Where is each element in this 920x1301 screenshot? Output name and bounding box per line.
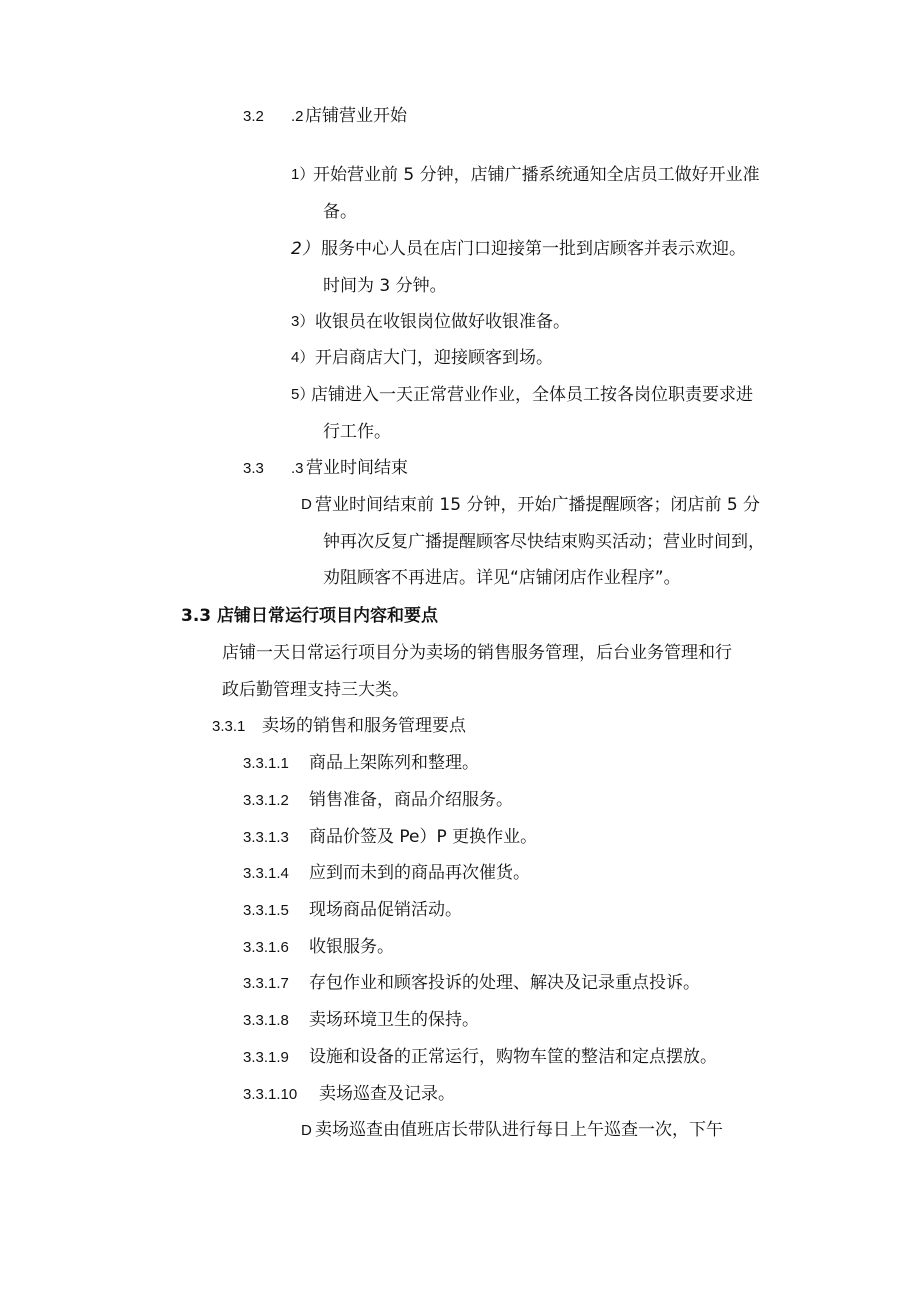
list-marker: D [301,1122,312,1139]
item-number: 3.3.1.2 [243,792,289,809]
item-text: 存包作业和顾客投诉的处理、解决及记录重点投诉。 [309,973,700,993]
item-text: 设施和设备的正常运行，购物车筐的整洁和定点摆放。 [309,1047,717,1067]
section-3-2-3-title: 营业时间结束 [306,458,408,478]
item-number: 3.3.1.8 [243,1012,289,1029]
list-item-text: 收银员在收银岗位做好收银准备。 [315,312,570,332]
section-heading: 3.3 店铺日常运行项目内容和要点 [181,606,439,626]
item-number: 3.3.1.7 [243,975,289,992]
paragraph-line: 钟再次反复广播提醒顾客尽快结束购买活动；营业时间到， [323,532,765,552]
list-marker: 4） [291,349,315,366]
list-marker: 2） [291,239,319,259]
subsection-number: 3.3.1 [212,718,246,735]
paragraph-line: 劝阻顾客不再进店。详见“店铺闭店作业程序”。 [323,568,681,588]
list-item-text: 店铺进入一天正常营业作业，全体员工按各岗位职责要求进 [311,385,753,405]
section-3-2-2-subnumber: .2 [291,108,304,125]
item-number: 3.3.1.5 [243,902,289,919]
intro-paragraph-line: 政后勤管理支持三大类。 [222,680,409,700]
subsection-title: 卖场的销售和服务管理要点 [262,716,466,736]
list-item-text: 服务中心人员在店门口迎接第一批到店顾客并表示欢迎。 [321,239,746,259]
list-marker: 1） [291,166,315,183]
paragraph-line: 营业时间结束前 15 分钟，开始广播提醒顾客；闭店前 5 分 [315,495,761,515]
list-item-text-continued: 行工作。 [323,422,391,442]
item-number: 3.3.1.6 [243,939,289,956]
item-number: 3.3.1.3 [243,829,289,846]
list-item-text: 开始营业前 5 分钟，店铺广播系统通知全店员工做好开业准 [313,165,760,185]
list-marker: 3） [291,313,315,330]
paragraph-line: 卖场巡查由值班店长带队进行每日上午巡查一次，下午 [315,1120,723,1140]
item-text: 卖场巡查及记录。 [319,1084,455,1104]
item-text: 商品上架陈列和整理。 [309,753,479,773]
item-number: 3.3.1.10 [243,1086,298,1103]
list-item-text-continued: 时间为 3 分钟。 [323,276,447,296]
item-text: 卖场环境卫生的保持。 [309,1010,479,1030]
item-text: 销售准备，商品介绍服务。 [309,790,513,810]
list-marker: 5） [291,386,315,403]
list-item-text: 开启商店大门，迎接顾客到场。 [315,348,553,368]
item-number: 3.3.1.9 [243,1049,289,1066]
section-3-2-2-title: 店铺营业开始 [305,106,407,126]
item-number: 3.3.1.1 [243,755,289,772]
list-item-text-continued: 备。 [323,202,357,222]
list-marker: D [301,496,312,513]
item-text: 商品价签及 Pe）P 更换作业。 [309,827,538,847]
intro-paragraph-line: 店铺一天日常运行项目分为卖场的销售服务管理，后台业务管理和行 [222,643,732,663]
section-3-2-3-subnumber: .3 [291,460,304,477]
item-number: 3.3.1.4 [243,865,289,882]
item-text: 收银服务。 [309,937,394,957]
section-3-2-2-number: 3.2 [243,108,264,125]
item-text: 应到而未到的商品再次催货。 [309,863,530,883]
item-text: 现场商品促销活动。 [309,900,462,920]
section-3-2-3-number: 3.3 [243,460,264,477]
